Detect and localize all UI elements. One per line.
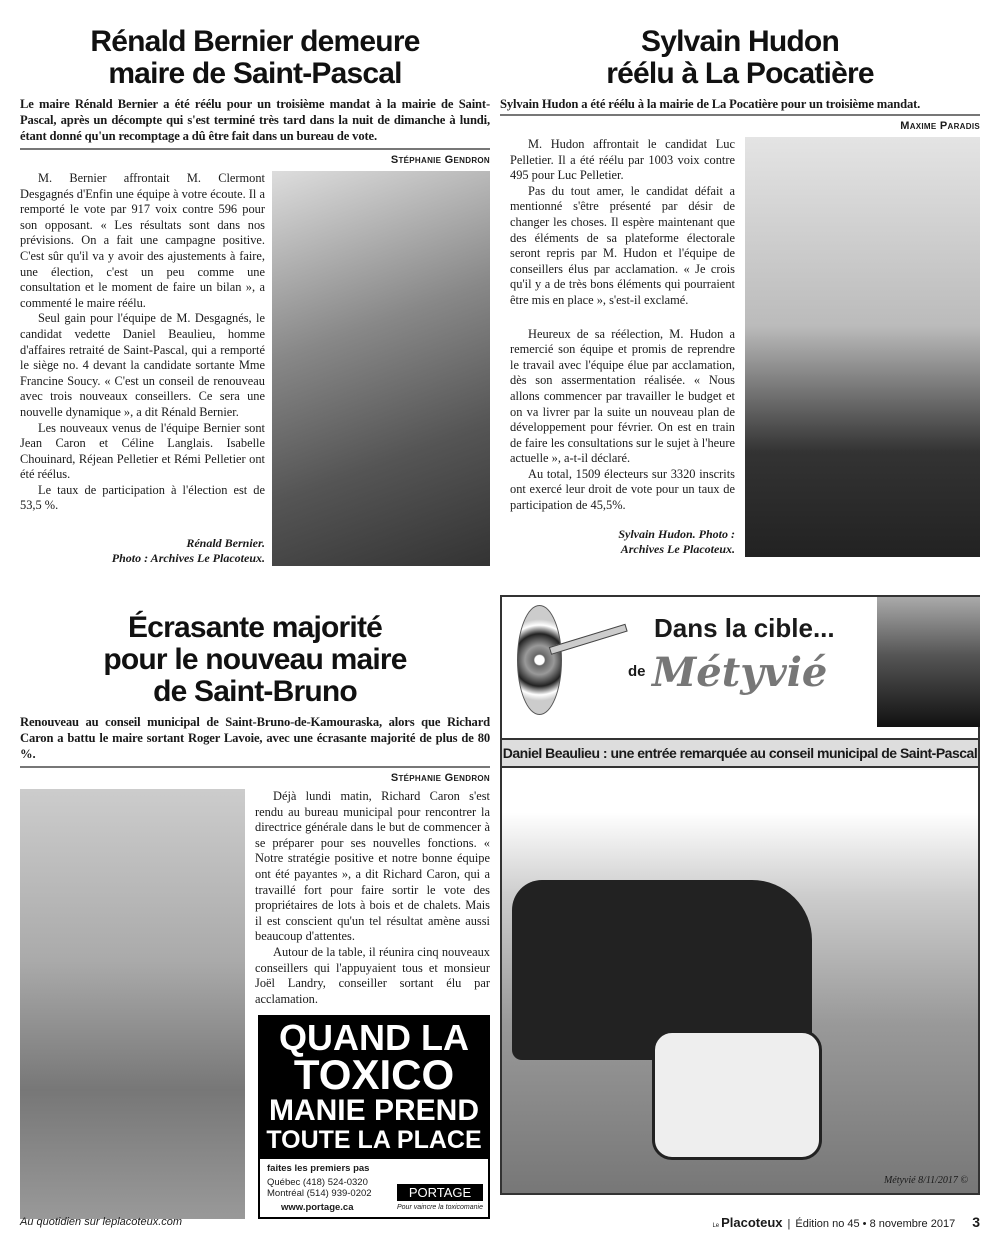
photo-sylvain-hudon [745,137,980,557]
footer-edition: Le Placoteux | Édition no 45 • 8 novembre 2017 3 [712,1214,980,1230]
target-icon [517,605,562,715]
ad-url[interactable]: www.portage.ca [281,1202,354,1214]
article-body: M. Hudon affrontait le candidat Luc Pelletier. Il a été réélu par 1003 voix contre 495 pour Luc Pelletier. Pas du tout amer, le candidat défait a mentionné s'être présenté par désir de changer les choses. Il espère maintenant que des éléments de sa plateforme électorale seront repris par M. Hudon et l'équipe de conseillers élus par acclamation. « Je crois qu'il y a de très bons éléments qui pourraient être mis en place », s'est-il exclamé. Heureux de sa réélection, M. Hudon a remercié son équipe et promis de reprendre le travail avec l'équipe élue par acclamation, dès son assermentation réalisée. « Nous allons commencer par travailler le budget et on va livrer par la suite un nouveau plan de développement pour février. On est en train de faire les consultations sur le sujet à l'heure actuelle », a-t-il déclaré. Au total, 1509 électeurs sur 3320 inscrits ont exercé leur droit de vote pour un taux de participation de 45,5%. [510,137,735,513]
article-row [500,137,980,557]
ad-headline: QUAND LA TOXICO MANIE PREND TOUTE LA PLACE [260,1017,488,1159]
portage-ad[interactable] [258,1015,490,1219]
ad-brand: PORTAGE Pour vaincre la toxicomanie [397,1185,483,1212]
placoteux-logo: Placoteux [721,1215,783,1230]
article-hudon [500,26,980,557]
article-saint-bruno [20,612,490,1219]
lead: Le maire Rénald Bernier a été réélu pour un troisième mandat à la mairie de Saint-Pascal, après un décompte qui s'est terminé très tard dans la nuit de dimanche à lundi, étant donné qu'un recomptage a dû être fait dans un bureau de vote. [20,97,490,143]
lead: Renouveau au conseil municipal de Saint-Bruno-de-Kamouraska, alors que Richard Caron a battu le maire sortant Roger Lavoie, avec une écrasante majorité de plus de 80 %. [20,715,490,761]
lead: Sylvain Hudon a été réélu à la mairie de La Pocatière pour un troisième mandat. [500,97,921,111]
divider [20,766,490,768]
photo-renald-bernier [272,171,490,566]
article-body: M. Bernier affrontait M. Clermont Desgagnés d'Enfin une équipe à votre écoute. Il a remporté le vote par 917 voix contre 596 pour son opposant. « Les résultats sont dans nos prévisions. On a fait une campagne positive. C'est sûr qu'il va y avoir des ajustements à faire, une élection, c'est un peu comme une consultation et le moment de faire un bilan », a commenté le maire réélu. Seul gain pour l'équipe de M. Desgagnés, le candidat vedette Daniel Beaulieu, homme d'affaires retraité de Saint-Pascal, qui a remporté le siège no. 4 devant la candidate sortante Mme Francine Soucy. « C'est un conseil de renouveau avec trois nouveaux conseillers. Ce sera une nouvelle dynamique », a dit Rénald Bernier. Les nouveaux venus de l'équipe Bernier sont Jean Caron et Céline Langlais. Isabelle Chouinard, Réjean Pelletier et Rémi Pelletier ont été réélus. Le taux de participation à l'élection est de 53,5 %. [20,171,265,513]
divider [500,114,980,116]
article-column [510,137,735,557]
cartoon-drawing [502,770,978,1193]
article-row [20,789,490,1219]
page-number: 3 [972,1214,980,1230]
headline: Écrasante majorité pour le nouveau maire de Saint-Bruno [103,611,407,708]
ad-footer [260,1159,488,1217]
headline: Sylvain Hudon réélu à La Pocatière [606,25,874,90]
footer-website[interactable]: Au quotidien sur leplacoteux.com [20,1216,183,1228]
ad-contact: faites les premiers pas Québec (418) 524-0320 Montréal (514) 939-0202 www.portage.ca [267,1163,372,1214]
portage-logo: PORTAGE [397,1184,483,1201]
article-bernier [20,26,490,566]
photo-richard-caron [20,789,245,1219]
article-row [20,171,490,566]
byline: Stéphanie Gendron [390,154,490,166]
footer-separator: | [787,1218,791,1230]
pencil-icon [549,624,628,655]
photo-caption: Rénald Bernier. Photo : Archives Le Placoteux. [111,536,265,565]
divider [20,148,490,150]
article-column [20,171,265,566]
byline: Maxime Paradis [900,120,980,132]
cartoon-subtitle: Daniel Beaulieu : une entrée remarquée au conseil municipal de Saint-Pascal [502,738,978,768]
article-body: Déjà lundi matin, Richard Caron s'est rendu au bureau municipal pour rencontrer la directrice générale dans le but de commencer à se préparer pour ses nouvelles fonctions. « Notre stratégie positive et notre bonne équipe ont été payantes », a dit Richard Caron, qui a travaillé fort pour faire sortir le vote des propriétaires de lots à bois et de chalets. Mais il est conscient qu'un tel résultat amène aussi beaucoup d'attentes. Autour de la table, il réunira cinq nouveaux conseillers qui l'appuyaient tous et monsieur Joël Landry, conseiller sortant élu par acclamation. [255,789,490,1006]
small-car-illustration [652,1030,822,1160]
cartoonist-photo [877,597,980,727]
byline: Stéphanie Gendron [390,772,490,784]
article-column [255,789,490,1219]
headline: Rénald Bernier demeure maire de Saint-Pascal [90,25,420,90]
editorial-cartoon: Dans la cible... de Métyvié Daniel Beaulieu : une entrée remarquée au conseil municipal de Saint-Pascal Métyvié 8/11/2017 © [500,595,980,1195]
photo-caption: Sylvain Hudon. Photo : Archives Le Placoteux. [618,527,735,556]
